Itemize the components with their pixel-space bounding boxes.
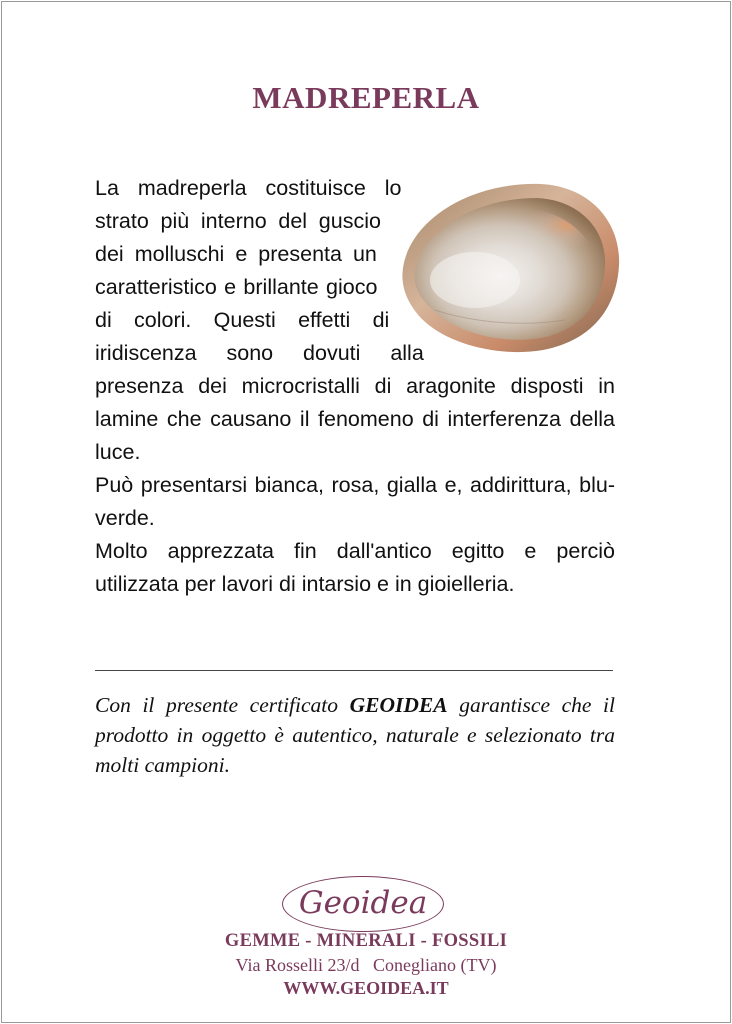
- footer-tagline: GEMME - MINERALI - FOSSILI: [224, 931, 508, 951]
- logo-text: Geoidea: [298, 885, 428, 921]
- description-paragraph-3: Molto apprezzata fin dall'antico egitto e perciò utilizzata per lavori di intarsio e in gioielleria.: [95, 539, 615, 596]
- description: [95, 172, 615, 601]
- description-paragraph-1: La madreperla costituisce lo strato più interno del guscio dei molluschi e presenta un caratteristico e brillante gioco di colori. Questi effetti di iridiscenza sono dovuti alla presenza dei microcristalli di aragonite disposti in lamine che causano il fenomeno di interferenza della luce.: [95, 172, 615, 469]
- certificate-statement: [95, 690, 615, 780]
- divider-line: [95, 670, 613, 671]
- geoidea-logo: [282, 876, 444, 932]
- certificate-text-end: garantisce che il prodotto in oggetto è autentico, naturale e selezionato tra molti campioni.: [95, 693, 615, 777]
- certificate-text-start: Con il presente certificato: [95, 693, 350, 717]
- description-paragraph-2: Può presentarsi bianca, rosa, gialla e, addirittura, blu-verde.: [95, 473, 615, 530]
- page-title: MADREPERLA: [252, 80, 480, 115]
- certificate-brand: GEOIDEA: [349, 693, 448, 717]
- footer-address: Via Rosselli 23/d Conegliano (TV): [235, 955, 497, 975]
- footer-website: WWW.GEOIDEA.IT: [283, 978, 449, 998]
- mother-of-pearl-shell-image: [375, 170, 625, 360]
